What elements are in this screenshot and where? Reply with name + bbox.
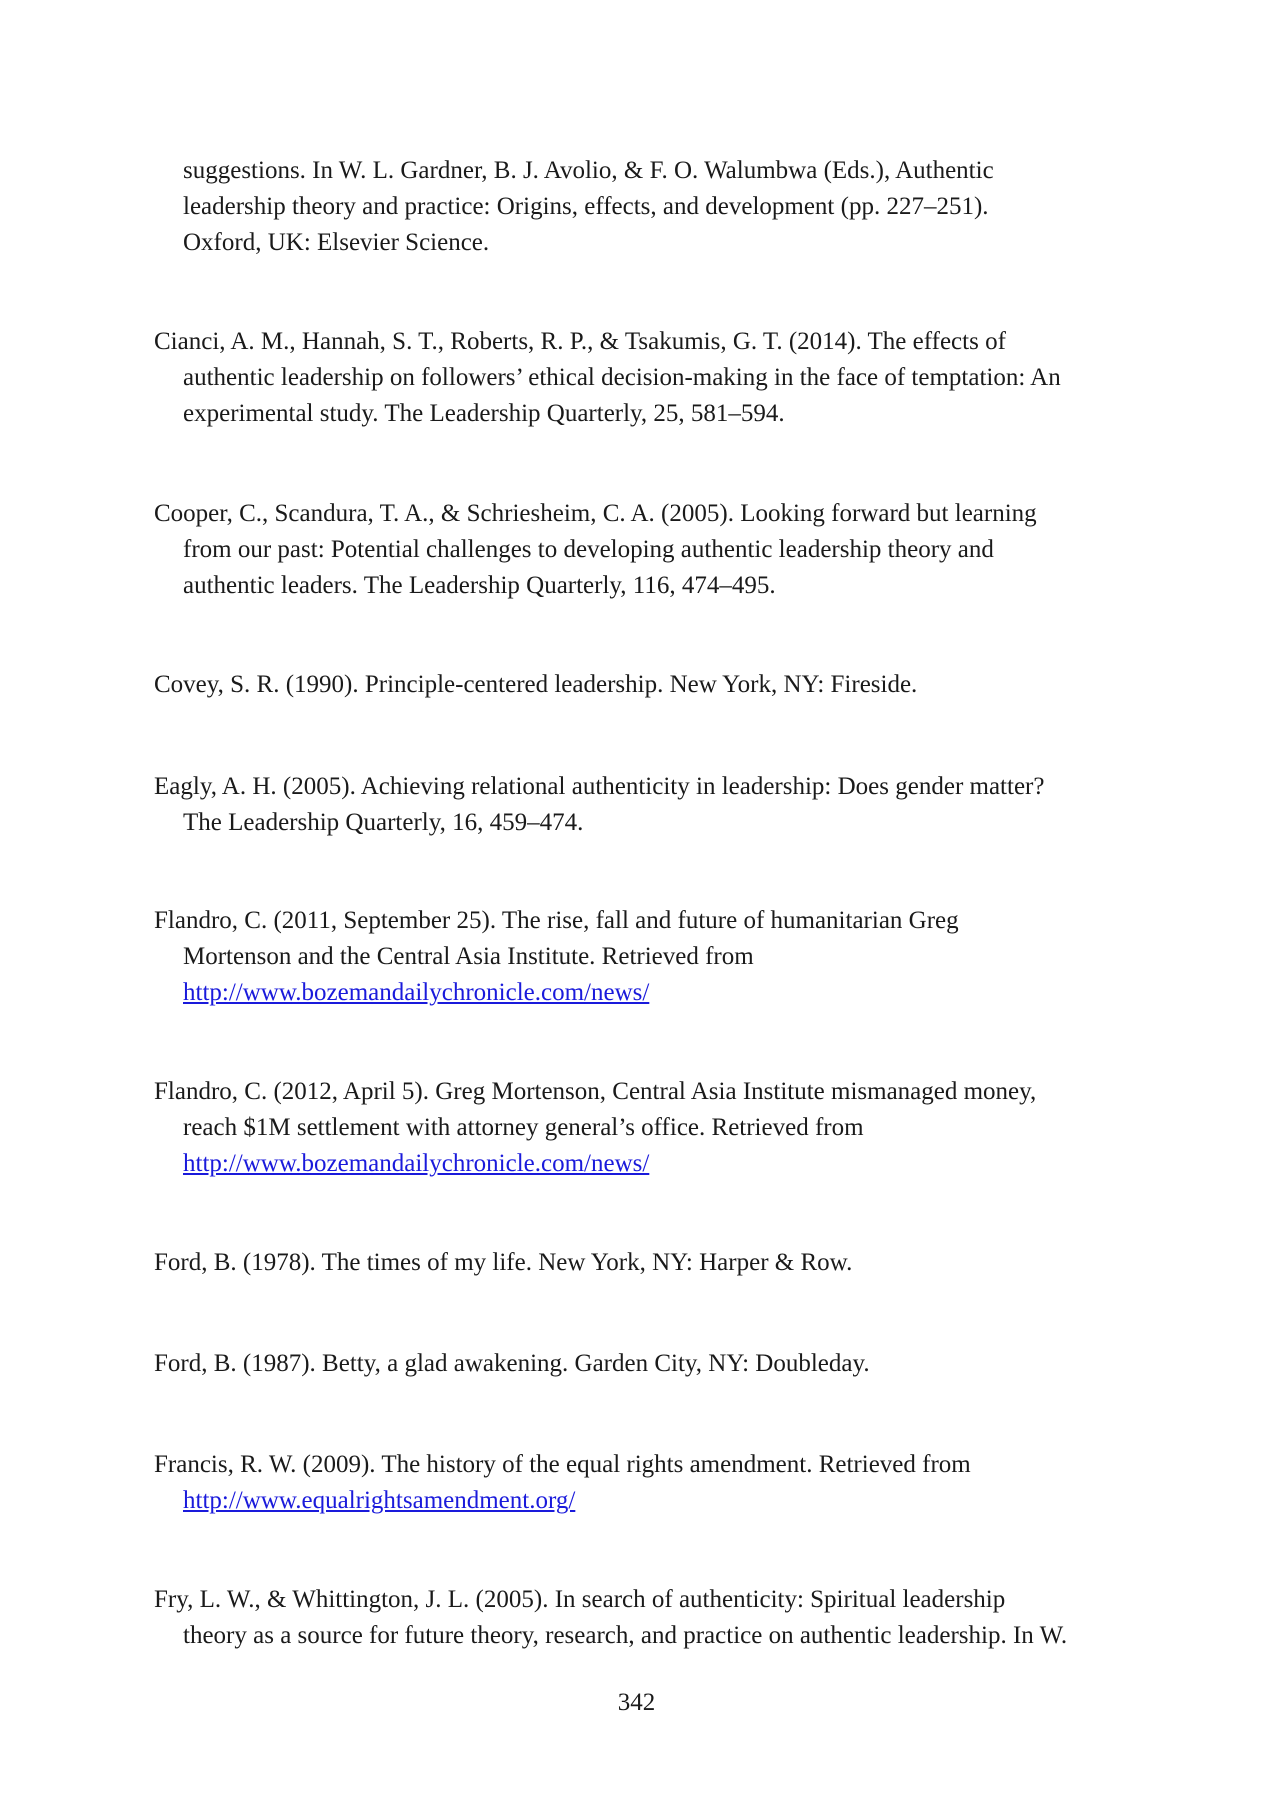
reference-line: Oxford, UK: Elsevier Science. bbox=[183, 229, 490, 256]
reference-line: reach $1M settlement with attorney general’s office. Retrieved from bbox=[183, 1114, 864, 1141]
reference-entry bbox=[154, 667, 1154, 703]
reference-line: Covey, S. R. (1990). Principle-centered leadership. New York, NY: Fireside. bbox=[154, 671, 918, 698]
reference-line: Ford, B. (1987). Betty, a glad awakening. Garden City, NY: Doubleday. bbox=[154, 1350, 870, 1377]
reference-line: Mortenson and the Central Asia Institute. Retrieved from bbox=[183, 943, 754, 970]
reference-line: from our past: Potential challenges to developing authentic leadership theory and bbox=[183, 536, 994, 563]
reference-line: The Leadership Quarterly, 16, 459–474. bbox=[183, 809, 584, 836]
reference-entry bbox=[154, 1074, 1154, 1182]
reference-line: Eagly, A. H. (2005). Achieving relational authenticity in leadership: Does gender matter? bbox=[154, 773, 1045, 800]
reference-entry bbox=[154, 1447, 1154, 1519]
reference-link[interactable]: http://www.bozemandailychronicle.com/news/ bbox=[183, 979, 650, 1006]
reference-line: Flandro, C. (2012, April 5). Greg Mortenson, Central Asia Institute mismanaged money, bbox=[154, 1078, 1037, 1105]
reference-line: Cooper, C., Scandura, T. A., & Schriesheim, C. A. (2005). Looking forward but learning bbox=[154, 500, 1037, 527]
reference-line: Fry, L. W., & Whittington, J. L. (2005). In search of authenticity: Spiritual leadership bbox=[154, 1586, 1006, 1613]
reference-entry bbox=[154, 903, 1154, 1011]
reference-line: theory as a source for future theory, research, and practice on authentic leadership. In W. bbox=[183, 1622, 1068, 1649]
reference-entry bbox=[154, 153, 1154, 261]
page-number: 342 bbox=[617, 1689, 656, 1716]
reference-line: Francis, R. W. (2009). The history of the equal rights amendment. Retrieved from bbox=[154, 1451, 971, 1478]
reference-link[interactable]: http://www.bozemandailychronicle.com/news/ bbox=[183, 1150, 650, 1177]
reference-line: experimental study. The Leadership Quarterly, 25, 581–594. bbox=[183, 400, 785, 427]
reference-line: authentic leaders. The Leadership Quarterly, 116, 474–495. bbox=[183, 572, 776, 599]
reference-line: authentic leadership on followers’ ethical decision-making in the face of temptation: An bbox=[183, 364, 1061, 391]
reference-line: Cianci, A. M., Hannah, S. T., Roberts, R. P., & Tsakumis, G. T. (2014). The effects of bbox=[154, 328, 1006, 355]
reference-line: Flandro, C. (2011, September 25). The rise, fall and future of humanitarian Greg bbox=[154, 907, 959, 934]
reference-entry bbox=[154, 1582, 1154, 1654]
reference-line: Ford, B. (1978). The times of my life. New York, NY: Harper & Row. bbox=[154, 1249, 853, 1276]
reference-entry bbox=[154, 1245, 1154, 1281]
reference-line: suggestions. In W. L. Gardner, B. J. Avolio, & F. O. Walumbwa (Eds.), Authentic bbox=[183, 157, 994, 184]
reference-line: leadership theory and practice: Origins, effects, and development (pp. 227–251). bbox=[183, 193, 989, 220]
reference-entry bbox=[154, 496, 1154, 604]
reference-link[interactable]: http://www.equalrightsamendment.org/ bbox=[183, 1487, 576, 1514]
reference-entry bbox=[154, 769, 1154, 841]
reference-entry bbox=[154, 1346, 1154, 1382]
reference-entry bbox=[154, 324, 1154, 432]
